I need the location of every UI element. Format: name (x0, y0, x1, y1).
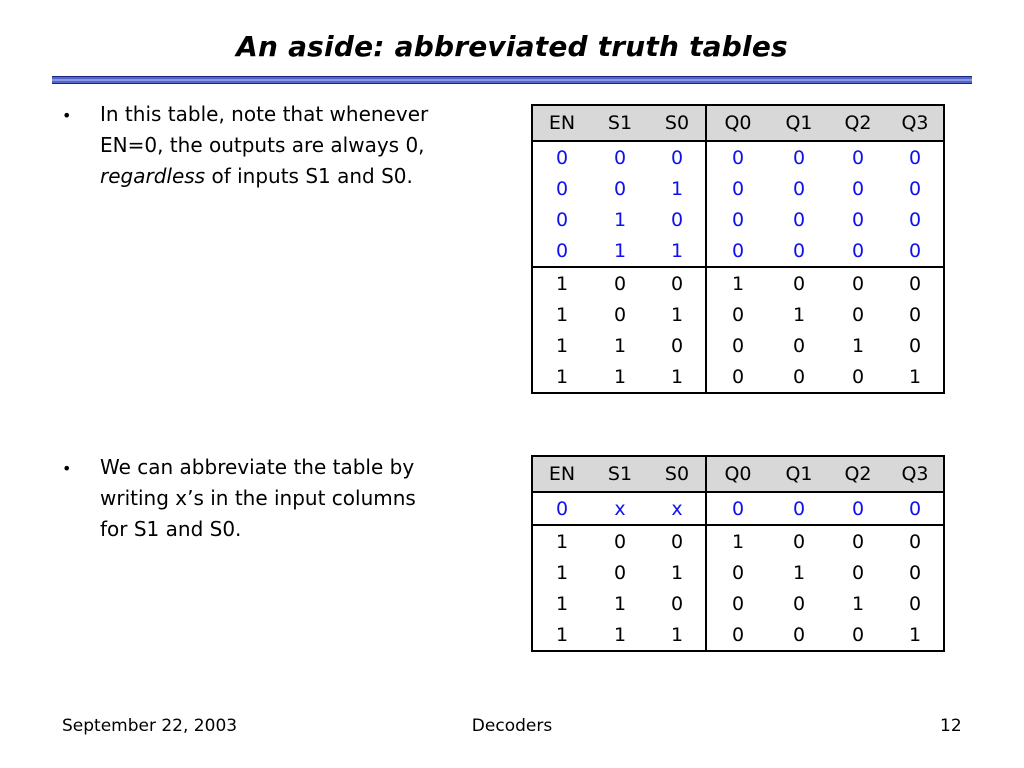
bullet-text-2 (100, 452, 416, 545)
table-cell: 0 (908, 146, 922, 169)
table-cell: 0 (649, 141, 706, 173)
footer-date: September 22, 2003 (62, 716, 238, 736)
bullet-2-line-2: writing x’s in the input columns (100, 486, 416, 510)
table-cell: 0 (829, 525, 887, 557)
table-cell: 1 (649, 557, 706, 588)
table-row (532, 492, 944, 525)
table-row (532, 299, 944, 330)
table-cell: 0 (555, 146, 569, 169)
table-cell: 0 (613, 146, 627, 169)
table-cell: 1 (532, 267, 591, 299)
table-cell: 1 (555, 365, 569, 388)
table-cell: 1 (555, 334, 569, 357)
table-cell: 0 (731, 239, 745, 262)
table-cell: 0 (792, 497, 806, 520)
footer-page-number: 12 (940, 716, 962, 736)
table-cell: 0 (908, 303, 922, 326)
table-cell: 1 (613, 365, 627, 388)
table-cell: 1 (555, 303, 569, 326)
table-cell: 0 (731, 334, 745, 357)
title-underline (52, 76, 972, 84)
table-cell: 0 (851, 303, 865, 326)
table-cell: 1 (792, 561, 806, 584)
table-cell: 0 (731, 208, 745, 231)
table-cell: 0 (555, 177, 569, 200)
table-cell: 0 (851, 239, 865, 262)
table-cell: 0 (792, 365, 806, 388)
column-header-q0: Q0 (706, 456, 769, 492)
table-cell: 0 (851, 365, 865, 388)
table-cell: 0 (769, 267, 829, 299)
table-cell: 0 (555, 208, 569, 231)
table-cell: 0 (851, 561, 865, 584)
footer-topic: Decoders (471, 716, 553, 736)
table-cell: 0 (731, 365, 745, 388)
truth-table-full (531, 104, 945, 394)
table-cell: 0 (555, 497, 569, 520)
table-cell: x (614, 497, 626, 520)
table-cell: 0 (649, 204, 706, 235)
column-header-en: EN (532, 105, 591, 141)
column-header-en: EN (532, 456, 591, 492)
table-row (532, 235, 944, 267)
bullet-2-line-3: for S1 and S0. (100, 517, 242, 541)
table-cell: 0 (792, 334, 806, 357)
table-row (532, 267, 944, 299)
table-cell: 0 (908, 497, 922, 520)
table-cell: 0 (851, 177, 865, 200)
table-cell: 1 (613, 592, 627, 615)
emphasis-regardless: regardless (100, 164, 206, 188)
bullet-text-1 (100, 99, 428, 192)
table-cell: 1 (649, 361, 706, 393)
table-cell: 1 (908, 365, 922, 388)
table-cell: 1 (706, 267, 769, 299)
slide-title: An aside: abbreviated truth tables (236, 30, 788, 63)
table-cell: 0 (908, 177, 922, 200)
table-cell: 1 (851, 334, 865, 357)
bullet-1-line-3-rest: of inputs S1 and S0. (205, 164, 413, 188)
bullet-2-line-1: We can abbreviate the table by (100, 455, 415, 479)
table-cell: 1 (649, 235, 706, 267)
table-cell: 1 (555, 623, 569, 646)
table-cell: 1 (649, 619, 706, 651)
bullet-1-line-3 (100, 161, 428, 192)
table-cell: 0 (731, 146, 745, 169)
table-cell: 1 (613, 208, 627, 231)
table-cell: 0 (851, 497, 865, 520)
column-header-s1: S1 (591, 105, 649, 141)
table-cell: 0 (649, 330, 706, 361)
table-cell: 0 (908, 239, 922, 262)
table-row (532, 557, 944, 588)
table-row (532, 204, 944, 235)
table-cell: 1 (706, 525, 769, 557)
table-header-row (532, 456, 944, 492)
table-cell: 0 (887, 525, 944, 557)
table-cell: 0 (792, 146, 806, 169)
table-cell: 0 (731, 561, 745, 584)
table-cell: 0 (613, 561, 627, 584)
table-cell: 1 (555, 561, 569, 584)
table-cell: 0 (591, 267, 649, 299)
table-row (532, 525, 944, 557)
table-row (532, 588, 944, 619)
table-cell: 0 (908, 592, 922, 615)
column-header-q2: Q2 (829, 456, 887, 492)
truth-table-abbreviated (531, 455, 945, 652)
column-header-q1: Q1 (769, 456, 829, 492)
table-cell: 0 (731, 497, 745, 520)
bullet-marker-2: • (62, 459, 72, 478)
table-cell: 0 (887, 267, 944, 299)
column-header-q3: Q3 (887, 456, 944, 492)
table-cell: 0 (792, 592, 806, 615)
table-cell: 0 (792, 208, 806, 231)
table-cell: 0 (769, 525, 829, 557)
table-cell: 0 (591, 525, 649, 557)
table-cell: 1 (649, 299, 706, 330)
table-cell: 0 (555, 239, 569, 262)
column-header-q2: Q2 (829, 105, 887, 141)
table-row (532, 361, 944, 393)
table-cell: 1 (908, 623, 922, 646)
table-row (532, 173, 944, 204)
table-cell: 0 (649, 588, 706, 619)
table-cell: 0 (851, 208, 865, 231)
table-cell: 0 (649, 525, 706, 557)
table-cell: 0 (731, 592, 745, 615)
table-cell: 1 (851, 592, 865, 615)
column-header-q1: Q1 (769, 105, 829, 141)
table-cell: 0 (829, 267, 887, 299)
bullet-1-line-2: EN=0, the outputs are always 0, (100, 133, 425, 157)
table-row (532, 619, 944, 651)
bullet-1-line-1: In this table, note that whenever (100, 102, 429, 126)
table-row (532, 141, 944, 173)
column-header-q0: Q0 (706, 105, 769, 141)
table-cell: 0 (731, 177, 745, 200)
table-cell: 0 (908, 208, 922, 231)
table-header-row (532, 105, 944, 141)
table-cell: 1 (613, 623, 627, 646)
column-header-q3: Q3 (887, 105, 944, 141)
column-header-s1: S1 (591, 456, 649, 492)
table-cell: 0 (731, 303, 745, 326)
table-cell: 1 (649, 173, 706, 204)
table-cell: 0 (851, 146, 865, 169)
table-cell: 1 (555, 592, 569, 615)
table-cell: 0 (649, 267, 706, 299)
table-cell: 0 (792, 177, 806, 200)
table-cell: 0 (792, 623, 806, 646)
table-cell: 1 (792, 303, 806, 326)
table-cell: x (649, 492, 706, 525)
column-header-s0: S0 (649, 105, 706, 141)
table-cell: 1 (613, 334, 627, 357)
table-cell: 0 (908, 561, 922, 584)
table-row (532, 330, 944, 361)
table-cell: 0 (792, 239, 806, 262)
table-cell: 0 (851, 623, 865, 646)
table-cell: 1 (613, 239, 627, 262)
bullet-marker-1: • (62, 106, 72, 125)
table-cell: 0 (908, 334, 922, 357)
table-cell: 1 (532, 525, 591, 557)
table-cell: 0 (731, 623, 745, 646)
table-cell: 0 (613, 303, 627, 326)
table-cell: 0 (613, 177, 627, 200)
column-header-s0: S0 (649, 456, 706, 492)
